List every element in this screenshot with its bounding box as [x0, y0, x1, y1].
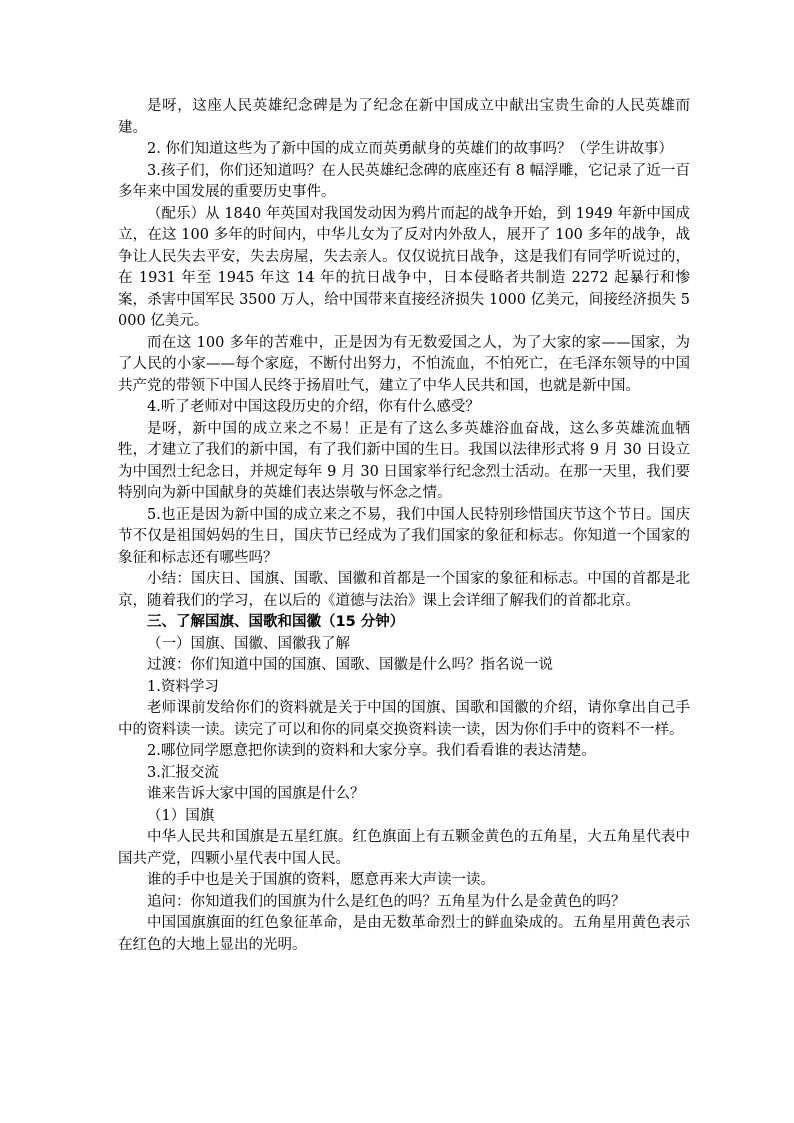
paragraph: 中华人民共和国旗是五星红旗。红色旗面上有五颗金黄色的五角星，大五角星代表中国共产党，四颗小星代表中国人民。: [118, 829, 690, 867]
section-heading: 三、了解国旗、国歌和国徽（15 分钟）: [147, 614, 405, 630]
paragraph: 是呀，新中国的成立来之不易！正是有了这么多英雄浴血奋战，这么多英雄流血牺牲，才建立了我们的新中国，有了我们新中国的生日。我国以法律形式将 9 月 30 日设立为中国烈士纪念日，并规定每年 9 月 30 日国家举行纪念烈士活动。在那一天里，我们要特别向为新中国献身的英雄们表达崇敬与怀念之情。: [118, 420, 690, 501]
paragraph: 2. 你们知道这些为了新中国的成立而英勇献身的英雄们的故事吗？（学生讲故事）: [147, 141, 673, 157]
paragraph: （配乐）从 1840 年英国对我国发动因为鸦片而起的战争开始，到 1949 年新中国成立，在这 100 多年的时间内，中华儿女为了反对内外敌人，展开了 100 多年的战争，战争让人民失去平安，失去房屋，失去亲人。仅仅说抗日战争，这是我们有同学听说过的，在 1931 年至 1945 年这 14 年的抗日战争中，日本侵略者共制造 2272 起暴行和惨案，杀害中国军民 3500 万人，给中国带来直接经济损失 1000 亿美元，间接经济损失 5000 亿美元。: [118, 205, 690, 329]
paragraph: 谁的手中也是关于国旗的资料，愿意再来大声读一读。: [147, 872, 495, 888]
paragraph: 谁来告诉大家中国的国旗是什么？: [147, 786, 365, 802]
paragraph: 是呀，这座人民英雄纪念碑是为了纪念在新中国成立中献出宝贵生命的人民英雄而建。: [118, 98, 690, 136]
paragraph: 4.听了老师对中国这段历史的介绍，你有什么感受？: [147, 399, 480, 415]
paragraph: 而在这 100 多年的苦难中，正是因为有无数爱国之人，为了大家的家——国家，为了人民的小家——每个家庭，不断付出努力，不怕流血，不怕死亡，在毛泽东领导的中国共产党的带领下中国人民终于扬眉吐气，建立了中华人民共和国，也就是新中国。: [118, 334, 690, 394]
paragraph: 追问：你知道我们的国旗为什么是红色的吗？五角星为什么是金黄色的吗？: [147, 893, 626, 910]
paragraph: （1）国旗: [147, 807, 215, 824]
paragraph: （一）国旗、国徽、国徽我了解: [147, 635, 350, 652]
document-page: [118, 96, 690, 956]
paragraph: 老师课前发给你们的资料就是关于中国的国旗、国歌和国徽的介绍，请你拿出自己手中的资料读一读。读完了可以和你的同桌交换资料读一读，因为你们手中的资料不一样。: [118, 700, 690, 738]
paragraph: 5.也正是因为新中国的成立来之不易，我们中国人民特别珍惜国庆节这个节日。国庆节不仅是祖国妈妈的生日，国庆节已经成为了我们国家的象征和标志。你知道一个国家的象征和标志还有哪些吗？: [118, 506, 690, 566]
paragraph: 2.哪位同学愿意把你读到的资料和大家分享。我们看看谁的表达清楚。: [147, 743, 596, 759]
paragraph: 1.资料学习: [147, 678, 219, 695]
paragraph: 中国国旗旗面的红色象征革命，是由无数革命烈士的鲜血染成的。五角星用黄色表示在红色的大地上显出的光明。: [118, 915, 690, 953]
paragraph: 过渡：你们知道中国的国旗、国歌、国徽是什么吗？指名说一说: [147, 657, 553, 673]
paragraph: 3.孩子们，你们还知道吗？在人民英雄纪念碑的底座还有 8 幅浮雕，它记录了近一百多年来中国发展的重要历史事件。: [118, 162, 690, 200]
paragraph: 小结：国庆日、国旗、国歌、国徽和首都是一个国家的象征和标志。中国的首都是北京，随着我们的学习，在以后的《道德与法治》课上会详细了解我们的首都北京。: [118, 571, 690, 609]
paragraph: 3.汇报交流: [147, 764, 219, 781]
